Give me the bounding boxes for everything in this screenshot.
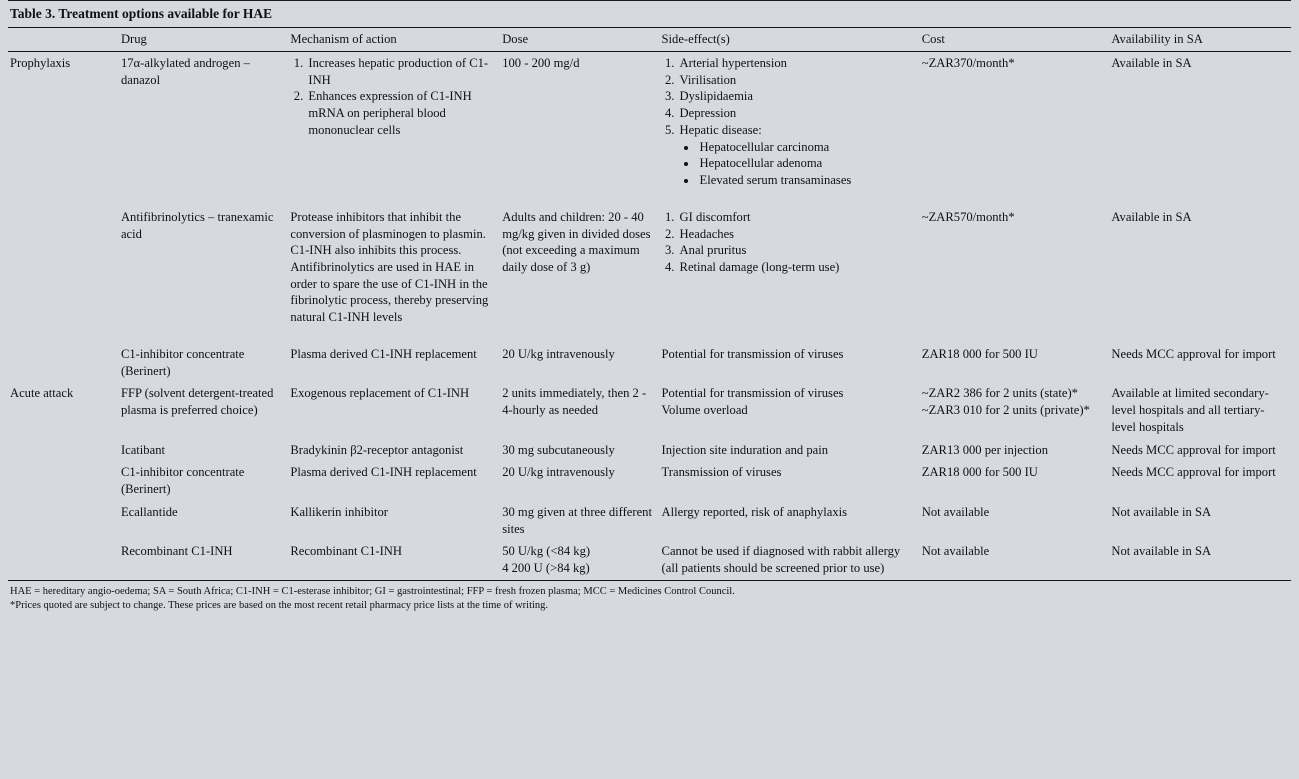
cell-side-effects: Cannot be used if diagnosed with rabbit allergy (all patients should be screened prior to use) — [661, 544, 901, 576]
table-body — [8, 51, 1291, 579]
side-effect-item: 3. Dyslipidaemia — [678, 88, 914, 105]
cell-dose: 2 units immediately, then 2 - 4-hourly as needed — [502, 386, 647, 418]
cell-drug: 17α-alkylated androgen – danazol — [120, 55, 250, 87]
cell-drug: Antifibrinolytics – tranexamic acid — [120, 209, 274, 241]
header-cell-drug: Drug — [119, 28, 288, 51]
header-row — [8, 28, 1291, 51]
header-cell-dose: Dose — [500, 28, 659, 51]
cell-drug: C1-inhibitor concentrate (Berinert) — [120, 465, 245, 497]
cell-side-effects — [660, 382, 920, 438]
cell-side-effects: Allergy reported, risk of anaphylaxis — [661, 504, 848, 519]
cell-drug: C1-inhibitor concentrate (Berinert) — [120, 346, 245, 378]
cell-category: Prophylaxis — [10, 55, 71, 70]
cell-cost: ZAR13 000 per injection — [921, 442, 1049, 457]
cell-mechanism: Kallikerin inhibitor — [290, 504, 388, 519]
cell-category — [8, 206, 119, 329]
spacer-cell — [8, 192, 1291, 206]
cell-drug: Recombinant C1-INH — [120, 544, 233, 559]
header-cell-availability: Availability in SA — [1109, 28, 1291, 51]
cell-cost: Not available — [921, 544, 990, 559]
table-row — [8, 206, 1291, 329]
side-effect-item: 1. GI discomfort — [678, 209, 914, 226]
header-cell-category — [8, 28, 119, 51]
side-effect-sublist — [680, 139, 914, 189]
cell-drug: Icatibant — [120, 442, 165, 457]
side-effect-item-label: Hepatic disease: — [679, 122, 762, 137]
table-row — [8, 439, 1291, 462]
cell-dose: 20 U/kg intravenously — [502, 346, 615, 361]
header-cell-mechanism: Mechanism of action — [288, 28, 500, 51]
dose-line: 50 U/kg (<84 kg) — [502, 544, 591, 559]
cell-dose: 30 mg given at three different sites — [502, 504, 652, 536]
cell-drug: Ecallantide — [120, 504, 178, 519]
table-footnotes — [8, 580, 1291, 619]
cell-availability: Available in SA — [1111, 55, 1192, 70]
cell-mechanism: Protease inhibitors that inhibit the conversion of plasminogen to plasmin. C1-INH also inhibits this process. Antifibrinolytics are used in HAE in order to spare the use of C1-INH in the fibrinolytic process, thereby preserving natural C1-INH levels — [290, 209, 489, 325]
row-spacer — [8, 329, 1291, 343]
cell-dose: 30 mg subcutaneously — [502, 442, 615, 457]
side-effect-subitem: • Hepatocellular adenoma — [698, 155, 914, 172]
cost-line: ~ZAR3 010 for 2 units (private)* — [921, 403, 1090, 418]
side-effect-line: Potential for transmission of viruses — [661, 386, 844, 401]
row-spacer — [8, 192, 1291, 206]
side-effect-subitem: • Hepatocellular carcinoma — [698, 139, 914, 156]
table-caption: Table 3. Treatment options available for HAE — [8, 0, 1291, 28]
cell-availability: Not available in SA — [1111, 544, 1212, 559]
table-row — [8, 461, 1291, 500]
cell-side-effects: Potential for transmission of viruses — [661, 346, 844, 361]
cell-category — [8, 439, 119, 462]
cell-availability: Needs MCC approval for import — [1111, 442, 1276, 457]
table-row — [8, 540, 1291, 579]
cell-dose: Adults and children: 20 - 40 mg/kg given in divided doses (not exceeding a maximum daily dose of 3 g) — [502, 209, 651, 274]
cell-cost: Not available — [921, 504, 990, 519]
cell-dose: 100 - 200 mg/d — [502, 55, 580, 70]
header-cell-side-effects: Side-effect(s) — [660, 28, 920, 51]
side-effect-item: 4. Retinal damage (long-term use) — [678, 259, 914, 276]
cell-category — [8, 343, 119, 382]
cell-category — [8, 501, 119, 540]
spacer-cell — [8, 329, 1291, 343]
cell-dose: 20 U/kg intravenously — [502, 465, 615, 480]
cell-mechanism: Bradykinin β2-receptor antagonist — [290, 442, 464, 457]
cell-availability: Needs MCC approval for import — [1111, 465, 1276, 480]
cell-mechanism: Plasma derived C1-INH replacement — [290, 465, 477, 480]
footnote-prices: *Prices quoted are subject to change. These prices are based on the most recent retail pharmacy price lists at the time of writing. — [10, 599, 549, 611]
side-effect-item: 2. Headaches — [678, 226, 914, 243]
cell-cost: ~ZAR370/month* — [921, 55, 1015, 70]
side-effect-list — [662, 209, 914, 276]
cell-availability: Available in SA — [1111, 209, 1192, 224]
cell-drug: FFP (solvent detergent-treated plasma is preferred choice) — [120, 386, 274, 418]
cost-line: ~ZAR2 386 for 2 units (state)* — [921, 386, 1078, 401]
cell-side-effects: Transmission of viruses — [661, 465, 782, 480]
cell-side-effects — [660, 206, 920, 329]
mechanism-list — [290, 55, 494, 139]
cell-category — [8, 540, 119, 579]
side-effect-item — [678, 122, 914, 189]
cell-mechanism: Plasma derived C1-INH replacement — [290, 346, 477, 361]
table-row — [8, 382, 1291, 438]
cell-dose — [500, 540, 659, 579]
side-effect-item: 4. Depression — [678, 105, 914, 122]
cell-mechanism: Recombinant C1-INH — [290, 544, 402, 559]
cell-mechanism: Exogenous replacement of C1-INH — [290, 386, 470, 401]
cell-cost: ZAR18 000 for 500 IU — [921, 465, 1038, 480]
cell-mechanism — [288, 51, 500, 191]
mechanism-item: 2. Enhances expression of C1-INH mRNA on peripheral blood mononuclear cells — [306, 88, 494, 138]
mechanism-item: 1. Increases hepatic production of C1-INH — [306, 55, 494, 88]
cell-availability: Available at limited secondary-level hospitals and all tertiary-level hospitals — [1111, 386, 1269, 434]
table-row — [8, 51, 1291, 191]
table-row — [8, 343, 1291, 382]
treatment-options-table — [8, 28, 1291, 580]
side-effect-item: 1. Arterial hypertension — [678, 55, 914, 72]
cell-cost — [920, 382, 1110, 438]
cell-availability: Not available in SA — [1111, 504, 1212, 519]
footnote-abbreviations: HAE = hereditary angio-oedema; SA = South Africa; C1-INH = C1-esterase inhibitor; GI = gastrointestinal; FFP = fresh frozen plasma; MCC = Medicines Control Council. — [10, 585, 735, 597]
cell-category — [8, 461, 119, 500]
side-effect-subitem: • Elevated serum transaminases — [698, 172, 914, 189]
cell-category: Acute attack — [10, 386, 74, 401]
cell-side-effects: Injection site induration and pain — [661, 442, 829, 457]
cell-availability: Needs MCC approval for import — [1111, 346, 1276, 361]
table-row — [8, 501, 1291, 540]
cell-side-effects — [660, 51, 920, 191]
header-cell-cost: Cost — [920, 28, 1110, 51]
side-effect-list — [662, 55, 914, 189]
side-effect-line: Volume overload — [661, 403, 748, 418]
side-effect-item: 2. Virilisation — [678, 72, 914, 89]
dose-line: 4 200 U (>84 kg) — [502, 561, 590, 576]
table-header — [8, 28, 1291, 51]
cell-cost: ZAR18 000 for 500 IU — [921, 346, 1038, 361]
side-effect-item: 3. Anal pruritus — [678, 242, 914, 259]
cell-cost: ~ZAR570/month* — [921, 209, 1015, 224]
